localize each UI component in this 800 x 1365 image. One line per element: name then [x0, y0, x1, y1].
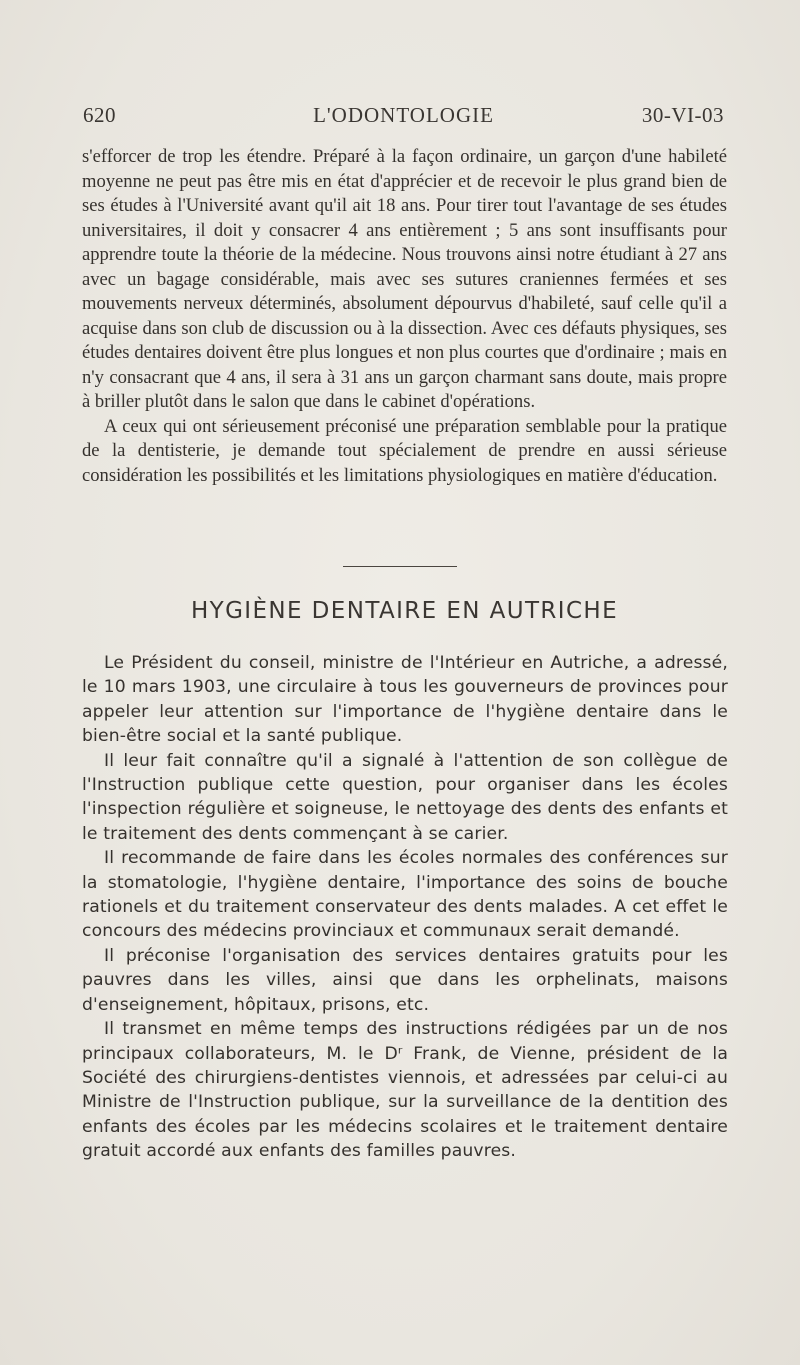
page-number: 620	[83, 103, 116, 127]
new-article-text	[82, 651, 728, 1164]
paragraph: Il transmet en même temps des instructions rédigées par un de nos principaux collaborateurs, M. le Dʳ Frank, de Vienne, président de la Société des chirurgiens-dentistes viennois, et adressées par celui-ci au Ministre de l'Instruction publique, sur la surveillance de la dentition des enfants des écoles par les médecins scolaires et le traitement dentaire gratuit accordé aux enfants des familles pauvres.	[82, 1019, 728, 1162]
paragraph: s'efforcer de trop les étendre. Préparé à la façon ordinaire, un garçon d'une habileté moyenne ne peut pas être mis en état d'apprécier et de recevoir le plus grand bien de ses études à l'Université avant qu'il ait 18 ans. Pour tirer tout l'avantage de ses études universitaires, il doit y consacrer 4 ans entièrement ; 5 ans sont insuffisants pour apprendre toute la théorie de la médecine. Nous trouvons ainsi notre étudiant à 27 ans avec un bagage considérable, mais avec ses sutures craniennes fermées et ses mouvements nerveux déterminés, absolument dépourvus d'habileté, sauf celle qu'il a acquise dans son club de discussion ou à la dissection. Avec ces défauts physiques, ses études dentaires doivent être plus longues et non plus courtes que d'ordinaire ; mais en n'y consacrant que 4 ans, il sera à 31 ans un garçon charmant sans doute, mais propre à briller plutôt dans le salon que dans le cabinet d'opérations.	[82, 146, 727, 412]
paragraph: Le Président du conseil, ministre de l'Intérieur en Autriche, a adressé, le 10 mars 1903, une circulaire à tous les gouverneurs de provinces pour appeler leur attention sur l'importance de l'hygiène dentaire dans le bien-être social et la santé publique.	[82, 653, 728, 747]
issue-date: 30-VI-03	[641, 103, 724, 127]
section-divider	[343, 566, 457, 567]
section-title: HYGIÈNE DENTAIRE EN AUTRICHE	[190, 598, 619, 624]
paragraph: Il recommande de faire dans les écoles normales des conférences sur la stomatologie, l'hygiène dentaire, l'importance des soins de bouche rationels et du traitement conservateur des dents malades. A cet effet le concours des médecins provinciaux et communaux serait demandé.	[82, 848, 728, 942]
paragraph: A ceux qui ont sérieusement préconisé une préparation semblable pour la pratique de la dentisterie, je demande tout spécialement de prendre en aussi sérieuse considération les possibilités et les limitations physiologiques en matière d'éducation.	[82, 415, 727, 486]
paragraph: Il leur fait connaître qu'il a signalé à l'attention de son collègue de l'Instruction publique cette question, pour organiser dans les écoles l'inspection régulière et soigneuse, le nettoyage des dents des enfants et le traitement des dents commençant à se carier.	[82, 750, 728, 844]
continued-article-text	[82, 145, 727, 488]
running-header	[83, 103, 724, 133]
paragraph: Il préconise l'organisation des services dentaires gratuits pour les pauvres dans les villes, ainsi que dans les orphelinats, maisons d'enseignement, hôpitaux, prisons, etc.	[82, 945, 728, 1015]
journal-title: L'ODONTOLOGIE	[313, 103, 494, 127]
